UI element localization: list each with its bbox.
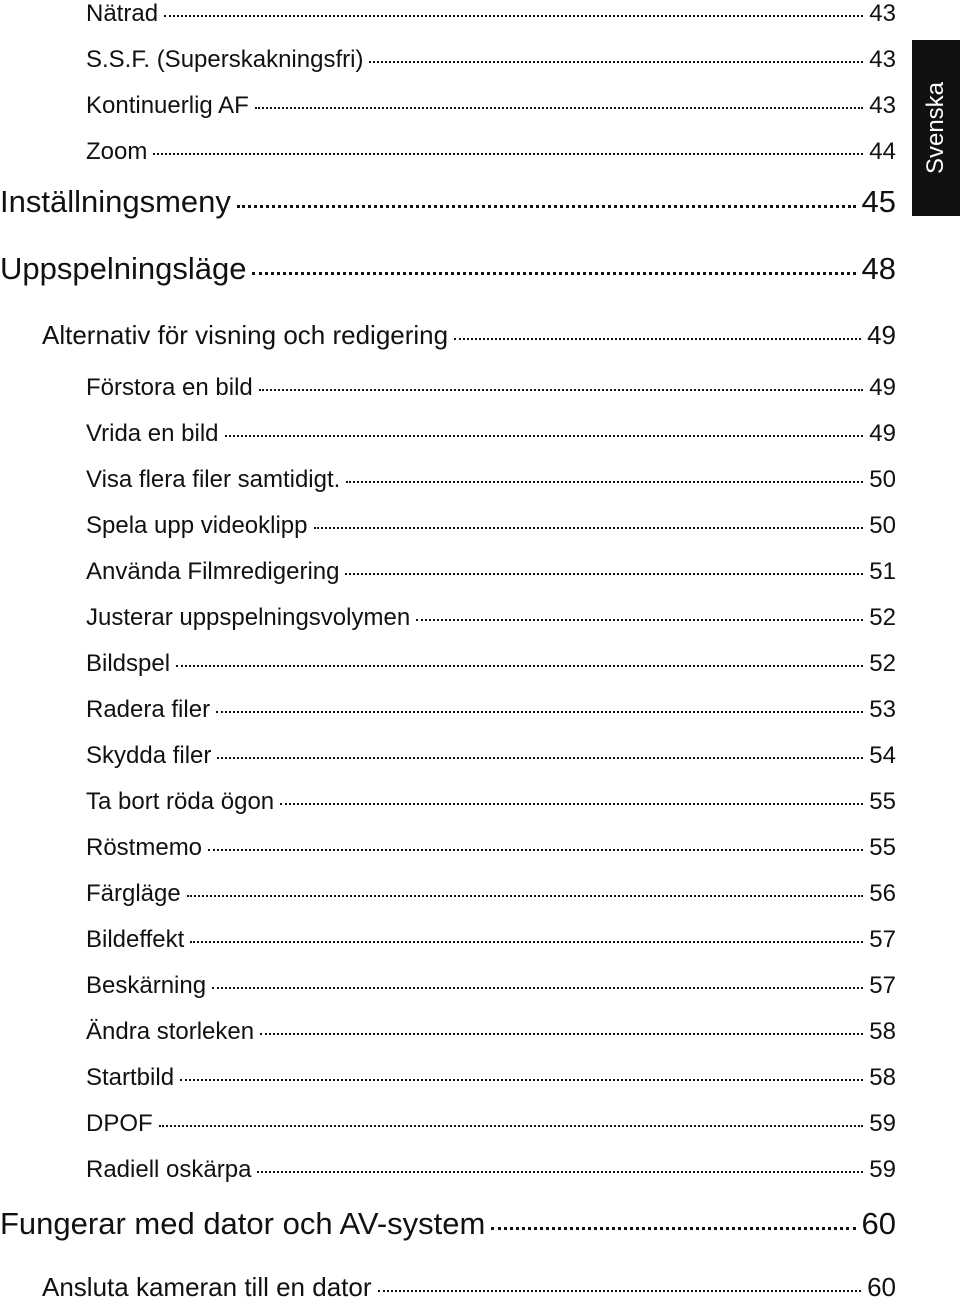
toc-entry-page: 50 <box>869 466 896 493</box>
toc-entry[interactable] <box>86 1110 896 1138</box>
toc-leader <box>216 711 863 713</box>
toc-entry[interactable] <box>86 834 896 862</box>
toc-entry-label: Justerar uppspelningsvolymen <box>86 604 411 631</box>
toc-entry-label: S.S.F. (Superskakningsfri) <box>86 46 364 73</box>
toc-leader <box>280 803 863 805</box>
toc-entry[interactable] <box>86 696 896 724</box>
toc-entry[interactable] <box>86 926 896 954</box>
toc-subheading[interactable] <box>42 320 896 351</box>
toc-entry-page: 60 <box>861 1206 896 1241</box>
toc-entry-label: Ta bort röda ögon <box>86 788 275 815</box>
toc-leader <box>255 107 864 109</box>
toc-leader <box>208 849 863 851</box>
toc-entry-page: 59 <box>869 1156 896 1183</box>
toc-entry-label: Kontinuerlig AF <box>86 92 249 119</box>
toc-leader <box>369 61 863 63</box>
toc-entry-label: Fungerar med dator och AV-system <box>0 1206 486 1241</box>
toc-entry-page: 43 <box>869 92 896 119</box>
toc-leader <box>416 619 863 621</box>
toc-entry-page: 59 <box>869 1110 896 1137</box>
toc-leader <box>378 1290 862 1292</box>
toc-leader <box>217 757 863 759</box>
toc-entry-page: 54 <box>869 742 896 769</box>
toc-entry-page: 43 <box>869 46 896 73</box>
toc-entry-label: Zoom <box>86 138 148 165</box>
toc-entry-label: Skydda filer <box>86 742 212 769</box>
toc-leader <box>259 389 864 391</box>
toc-entry-label: Bildspel <box>86 650 171 677</box>
toc-entry-label: Startbild <box>86 1064 175 1091</box>
toc-entry-page: 52 <box>869 650 896 677</box>
toc-entry-page: 48 <box>861 251 896 286</box>
toc-entry-label: Beskärning <box>86 972 207 999</box>
toc-entry-label: Förstora en bild <box>86 374 253 401</box>
toc-entry[interactable] <box>86 92 896 120</box>
toc-entry-page: 60 <box>867 1272 896 1302</box>
toc-section-heading[interactable] <box>0 251 896 287</box>
toc-entry-label: Vrida en bild <box>86 420 219 447</box>
toc-leader <box>257 1171 863 1173</box>
toc-entry-label: Spela upp videoklipp <box>86 512 308 539</box>
toc-entry-page: 58 <box>869 1064 896 1091</box>
toc-entry-label: Alternativ för visning och redigering <box>42 320 449 350</box>
toc-entry[interactable] <box>86 788 896 816</box>
toc-leader <box>491 1227 855 1230</box>
toc-leader <box>212 987 863 989</box>
toc-entry[interactable] <box>86 512 896 540</box>
toc-entry[interactable] <box>86 138 896 166</box>
toc-leader <box>187 895 864 897</box>
toc-entry-page: 50 <box>869 512 896 539</box>
toc-entry-page: 43 <box>869 0 896 27</box>
toc-leader <box>314 527 864 529</box>
toc-entry-page: 56 <box>869 880 896 907</box>
toc-entry-page: 57 <box>869 926 896 953</box>
toc-entry[interactable] <box>86 742 896 770</box>
toc-leader <box>252 272 855 275</box>
toc-entry[interactable] <box>86 880 896 908</box>
toc-entry[interactable] <box>86 1018 896 1046</box>
language-tab-label: Svenska <box>922 81 949 175</box>
toc-entry-page: 52 <box>869 604 896 631</box>
toc-leader <box>346 481 863 483</box>
toc-subheading[interactable] <box>42 1272 896 1303</box>
toc-entry-page: 49 <box>869 420 896 447</box>
toc-leader <box>153 153 863 155</box>
toc-leader <box>260 1033 863 1035</box>
toc-entry-page: 55 <box>869 834 896 861</box>
toc-entry[interactable] <box>86 374 896 402</box>
toc-leader <box>164 15 863 17</box>
toc-entry-page: 45 <box>861 184 896 219</box>
toc-entry[interactable] <box>86 466 896 494</box>
toc-entry[interactable] <box>86 972 896 1000</box>
toc-entry-page: 58 <box>869 1018 896 1045</box>
toc-entry[interactable] <box>86 650 896 678</box>
toc-entry-label: Använda Filmredigering <box>86 558 340 585</box>
toc-entry-page: 57 <box>869 972 896 999</box>
toc-leader <box>225 435 864 437</box>
toc-entry-page: 49 <box>867 320 896 350</box>
toc-entry-label: Ändra storleken <box>86 1018 255 1045</box>
toc-entry-label: Visa flera filer samtidigt. <box>86 466 341 493</box>
toc-entry-page: 53 <box>869 696 896 723</box>
toc-entry-page: 49 <box>869 374 896 401</box>
toc-entry[interactable] <box>86 604 896 632</box>
toc-entry-label: Ansluta kameran till en dator <box>42 1272 372 1302</box>
toc-leader <box>190 941 863 943</box>
toc-entry-label: Färgläge <box>86 880 181 907</box>
toc-section-heading[interactable] <box>0 184 896 220</box>
language-tab <box>912 40 960 216</box>
toc-leader <box>180 1079 863 1081</box>
toc-leader <box>454 338 861 340</box>
toc-entry[interactable] <box>86 1064 896 1092</box>
toc-entry-label: Röstmemo <box>86 834 203 861</box>
toc-entry[interactable] <box>86 0 896 28</box>
toc-entry-label: Uppspelningsläge <box>0 251 247 286</box>
toc-leader <box>176 665 863 667</box>
toc-entry-label: Nätrad <box>86 0 159 27</box>
toc-entry[interactable] <box>86 1156 896 1184</box>
toc-entry-page: 51 <box>869 558 896 585</box>
toc-entry[interactable] <box>86 420 896 448</box>
toc-leader <box>345 573 863 575</box>
toc-entry-label: Inställningsmeny <box>0 184 231 219</box>
toc-entry-page: 55 <box>869 788 896 815</box>
toc-section-heading[interactable] <box>0 1206 896 1242</box>
toc-entry[interactable] <box>86 558 896 586</box>
toc-leader <box>159 1125 864 1127</box>
toc-entry-label: Bildeffekt <box>86 926 185 953</box>
toc-leader <box>237 205 856 208</box>
toc-entry-label: Radiell oskärpa <box>86 1156 252 1183</box>
toc-entry-label: Radera filer <box>86 696 211 723</box>
toc-entry-label: DPOF <box>86 1110 153 1137</box>
toc-entry-page: 44 <box>869 138 896 165</box>
toc-entry[interactable] <box>86 46 896 74</box>
